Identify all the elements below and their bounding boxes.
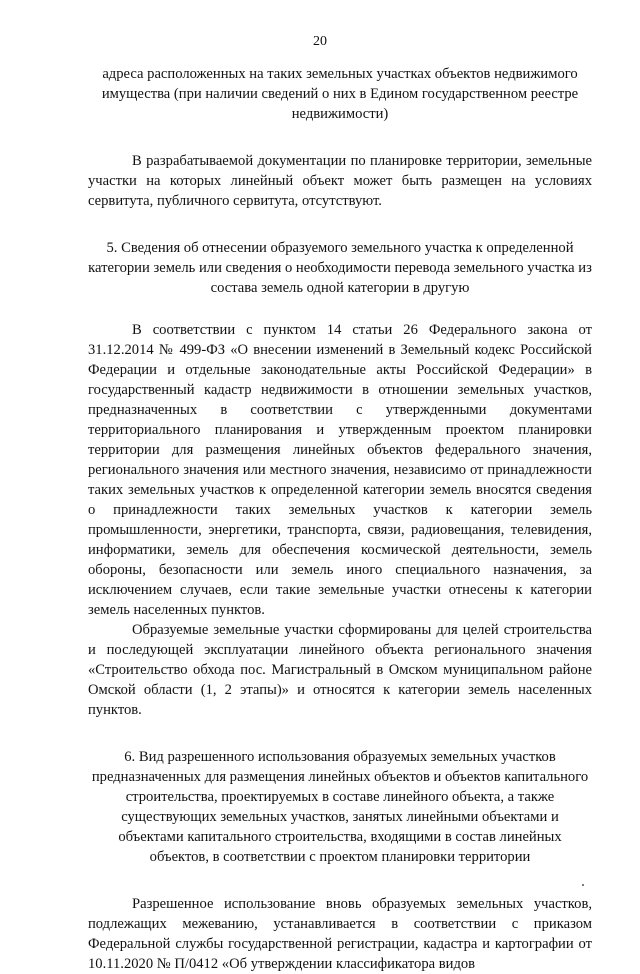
page-content <box>88 64 592 974</box>
section-5-heading: 5. Сведения об отнесении образуемого земельного участка к определенной категории земель или сведения о необходимости перевода земельного участка из состава земель одной категории в другую <box>88 240 592 296</box>
section-5-paragraph-1: В соответствии с пунктом 14 статьи 26 Федерального закона от 31.12.2014 № 499-ФЗ «О внесении изменений в Земельный кодекс Российской Федерации и отдельные законодательные акты Российской Федерации» в государственный кадастр недвижимости в отношении земельных участков, предназначенных в соответствии с утвержденными документами территориального планирования и утвержденным проектом планировки территории для размещения линейных объектов федерального значения, регионального значения или местного значения, независимо от принадлежности таких земельных участков к определенной категории земель вносятся сведения о принадлежности таких земельных участков к категории земель промышленности, энергетики, транспорта, связи, радиовещания, телевидения, информатики, земель для обеспечения космической деятельности, земель обороны, безопасности или земель иного специального назначения, за исключением случаев, если такие земельные участки отнесены к категории земель населенных пунктов. <box>88 322 592 618</box>
section-6-heading: 6. Вид разрешенного использования образуемых земельных участков предназначенных для размещения линейных объектов и объектов капитального строительства, проектируемых в составе линейного объекта, а также существующих земельных участков, занятых линейными объектами и объектами капитального строительства, входящими в состав линейных объектов, в соответствии с проектом планировки территории <box>91 749 589 865</box>
page-number: 20 <box>313 34 327 49</box>
scan-dot <box>582 884 584 886</box>
section-6-paragraph-1: Разрешенное использование вновь образуемых земельных участков, подлежащих межеванию, устанавливается в соответствии с приказом Федеральной службы государственной регистрации, кадастра и картографии от 10.11.2020 № П/0412 «Об утверждении классификатора видов <box>88 896 592 972</box>
section-5-paragraph-2: Образуемые земельные участки сформированы для целей строительства и последующей эксплуатации линейного объекта регионального значения «Строительство обхода пос. Магистральный в Омском муниципальном районе Омской области (1, 2 этапы)» и относятся к категории земель населенных пунктов. <box>88 622 592 718</box>
servitude-paragraph: В разрабатываемой документации по планировке территории, земельные участки на которых линейный объект может быть размещен на условиях сервитута, публичного сервитута, отсутствуют. <box>88 153 592 209</box>
intro-text: адреса расположенных на таких земельных участках объектов недвижимого имущества (при наличии сведений о них в Едином государственном реестре недвижимости) <box>101 66 579 122</box>
